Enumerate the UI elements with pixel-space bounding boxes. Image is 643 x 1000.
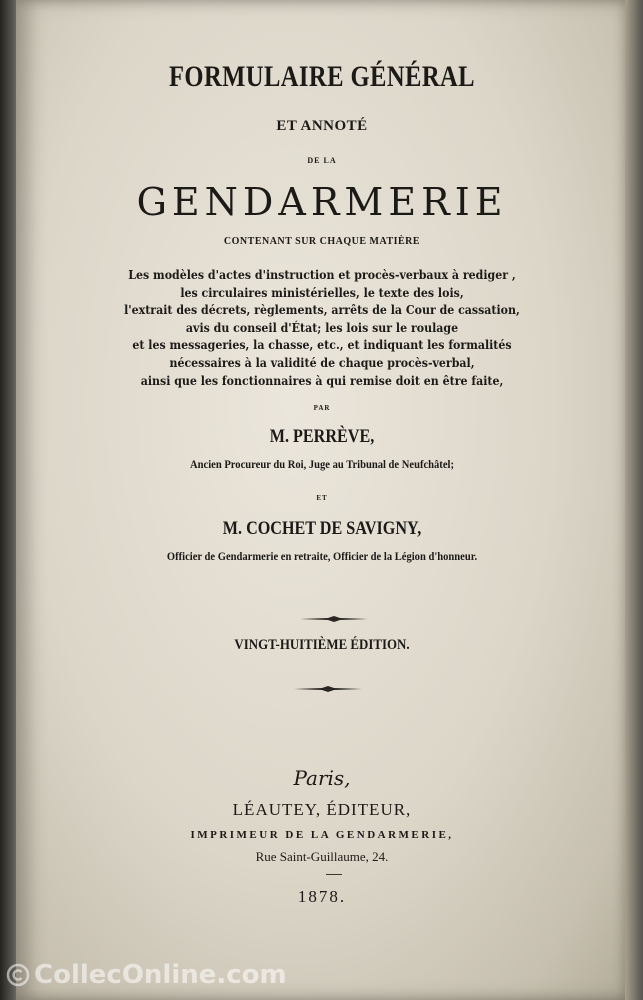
watermark xyxy=(6,958,287,992)
author-1-role: Ancien Procureur du Roi, Juge au Tribunal de Neufchâtel; xyxy=(190,457,454,471)
description-line: nécessaires à la validité de chaque procès-verbal, xyxy=(169,354,475,370)
publication-city: Paris, xyxy=(293,766,351,790)
author-2-role: Officier de Gendarmerie en retraite, Officier de la Légion d'honneur. xyxy=(166,549,478,563)
description-line: et les messageries, la chasse, etc., et indiquant les formalités xyxy=(132,337,512,353)
description-line: l'extrait des décrets, règlements, arrêts de la Cour de cassation, xyxy=(124,302,520,318)
and-label: ET xyxy=(316,494,328,502)
copyright-icon xyxy=(6,963,30,987)
edition-label: VINGT-HUITIÈME ÉDITION. xyxy=(234,637,410,653)
publisher: LÉAUTEY, ÉDITEUR, xyxy=(232,800,412,819)
description-line: les circulaires ministérielles, le texte des lois, xyxy=(180,284,464,300)
description-block xyxy=(53,266,592,389)
author-2-name: M. COCHET DE SAVIGNY, xyxy=(222,518,422,539)
printer: IMPRIMEUR DE LA GENDARMERIE, xyxy=(190,829,454,841)
book-main-word: GENDARMERIE xyxy=(136,180,508,224)
publisher-address: Rue Saint-Guillaume, 24. xyxy=(255,849,389,864)
contents-intro: CONTENANT SUR CHAQUE MATIÈRE xyxy=(223,236,421,247)
ornament-rule-bottom xyxy=(294,686,362,692)
title-page-content xyxy=(16,0,628,1000)
ornament-rule-top xyxy=(300,616,368,622)
publication-year: 1878. xyxy=(297,887,347,906)
description-line: ainsi que les fonctionnaires à qui remise doit en être faite, xyxy=(140,372,504,388)
book-subtitle: ET ANNOTÉ xyxy=(276,118,368,134)
author-1-name: M. PERRÈVE, xyxy=(269,426,375,447)
divider xyxy=(326,874,342,875)
book-title: FORMULAIRE GÉNÉRAL xyxy=(168,60,476,93)
by-label: PAR xyxy=(313,404,331,412)
description-line: Les modèles d'actes d'instruction et procès-verbaux à rediger , xyxy=(128,267,516,282)
description-line: avis du conseil d'État; les lois sur le roulage xyxy=(185,319,459,335)
title-connector: DE LA xyxy=(307,156,337,165)
watermark-text: CollecOnline.com xyxy=(34,960,287,990)
